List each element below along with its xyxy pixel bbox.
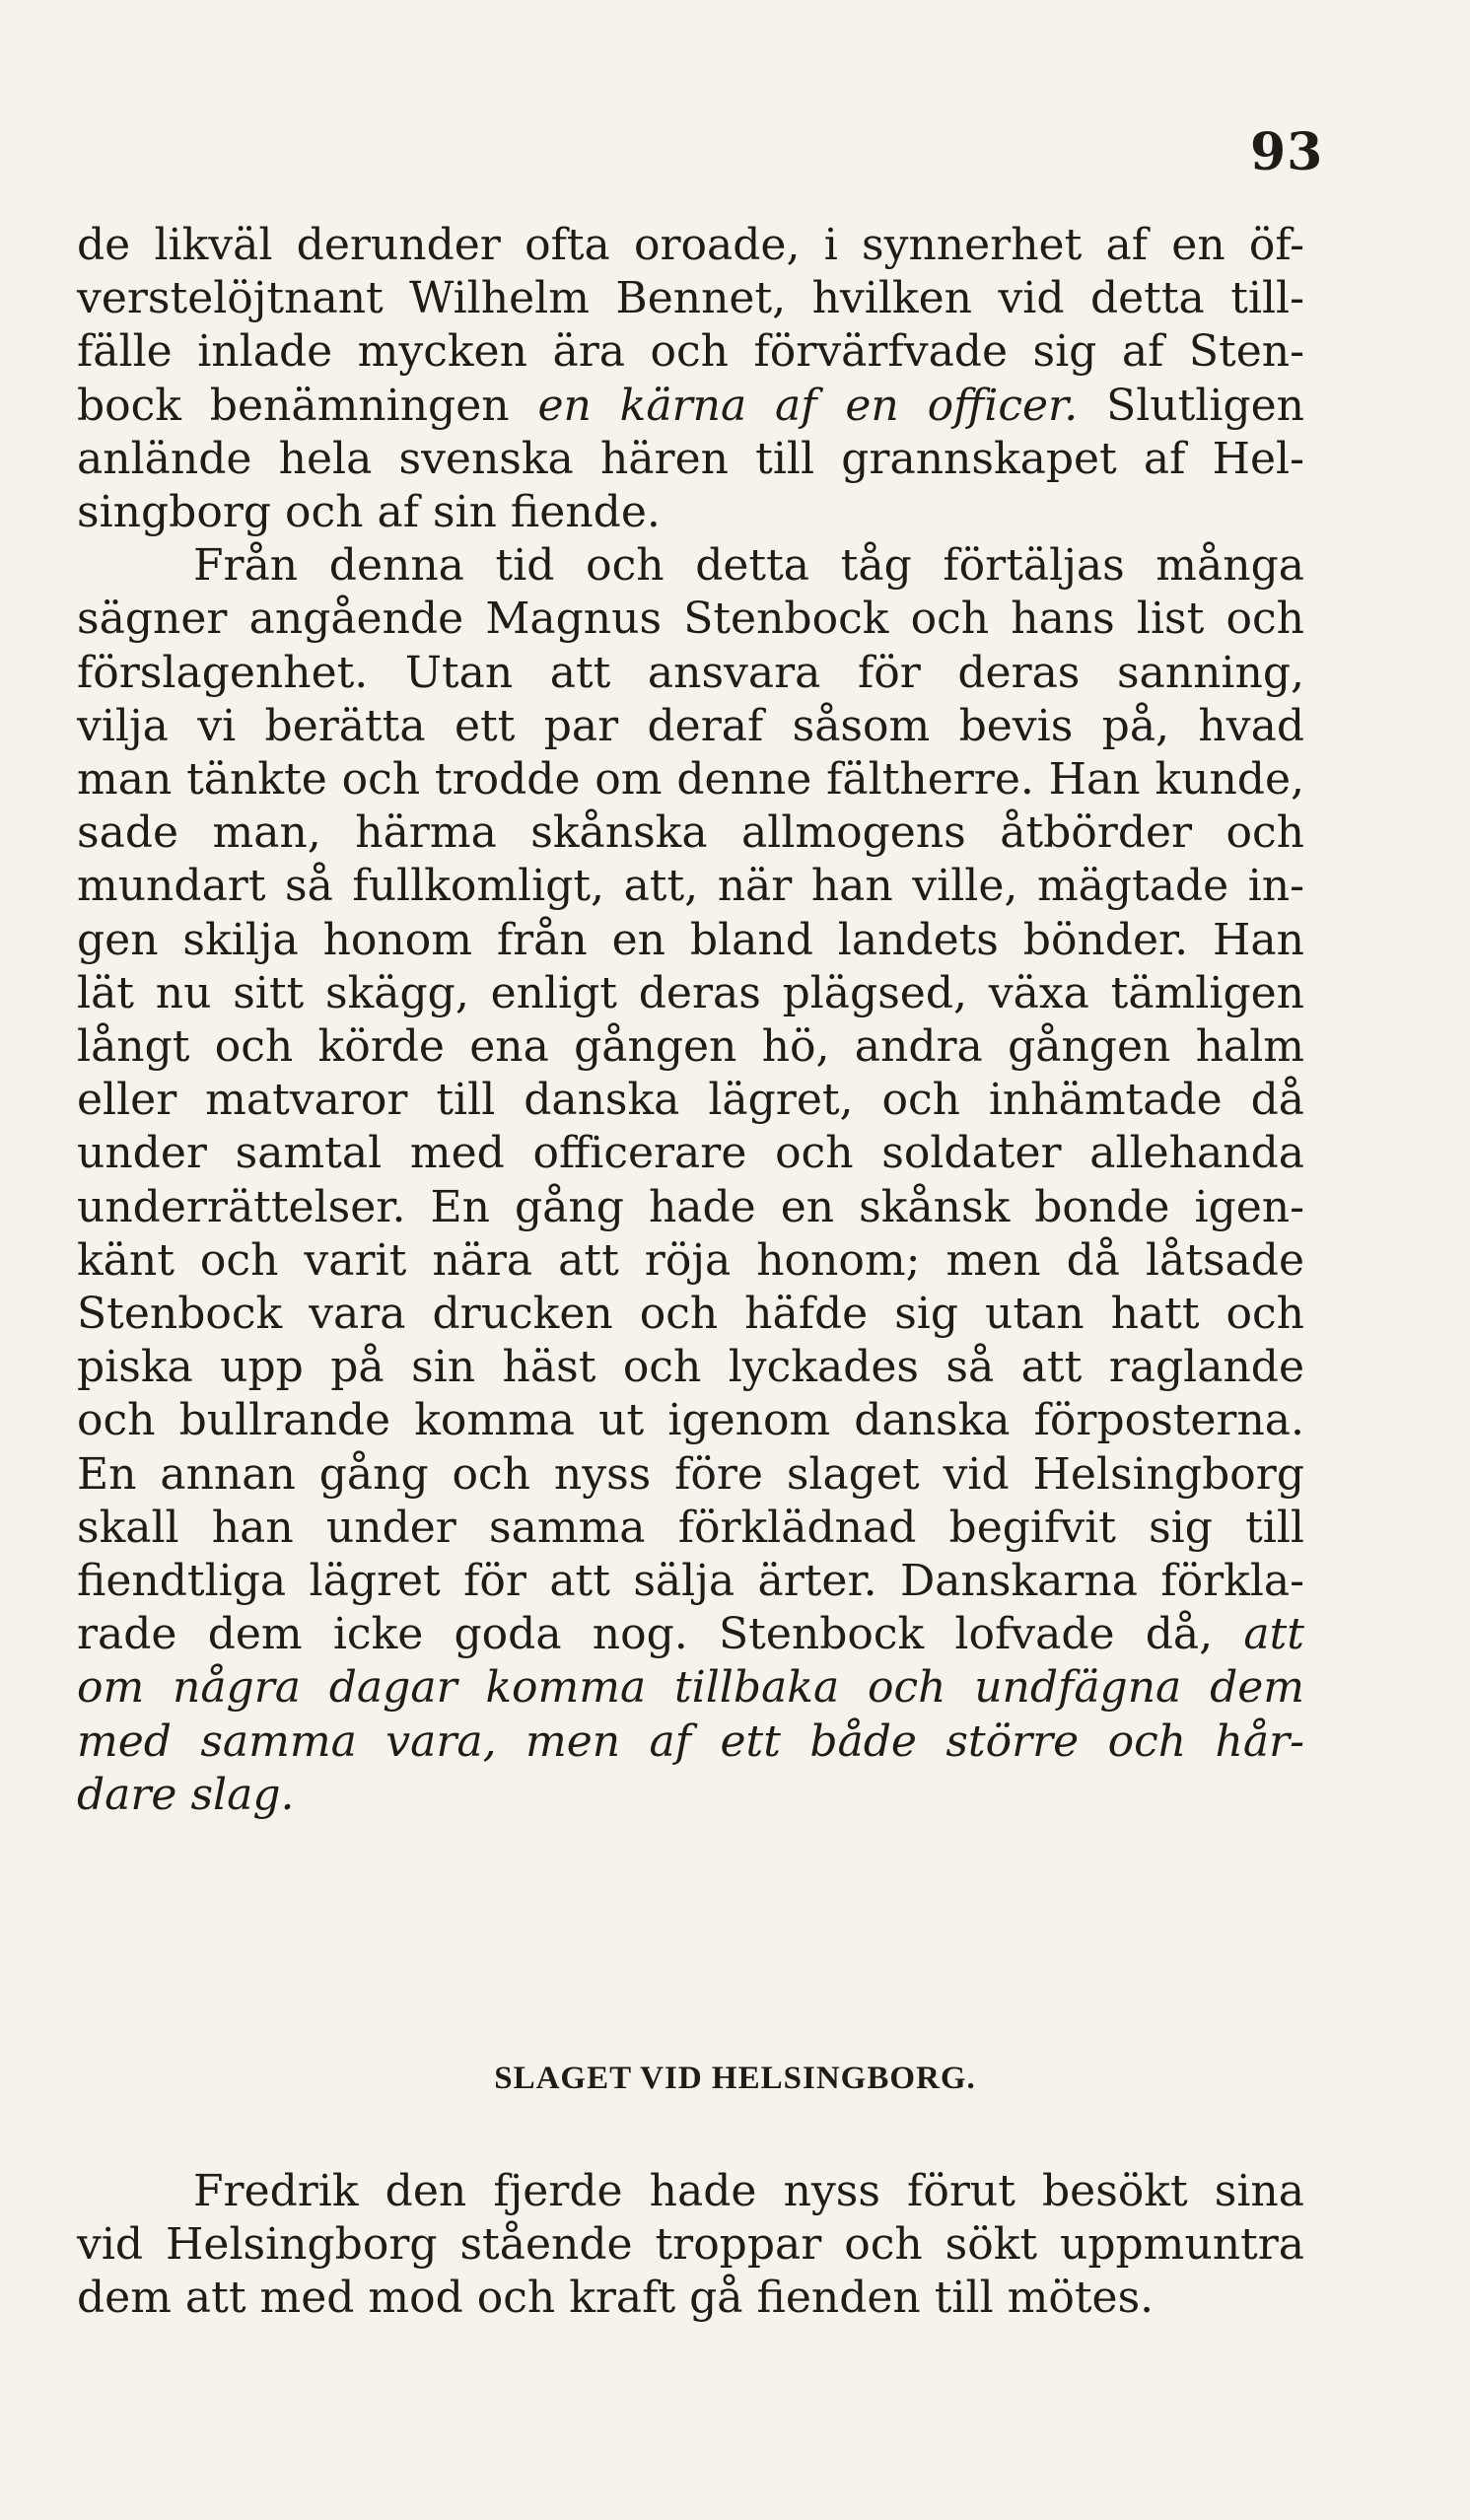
text-segment: bock benämningen — [77, 380, 538, 431]
page-number: 93 — [1250, 122, 1324, 182]
text-segment: fiendtliga lägret för att sälja ärter. Danskarna förkla- — [77, 1556, 1304, 1606]
text-segment: sägner angående Magnus Stenbock och hans list och — [77, 594, 1304, 645]
text-segment: känt och varit nära att röja honom; men då låtsade — [77, 1234, 1304, 1286]
text-line — [77, 2272, 1304, 2325]
text-line — [77, 753, 1304, 806]
text-segment: rade dem icke goda nog. Stenbock lofvade då, — [77, 1609, 1244, 1660]
text-line — [77, 380, 1304, 433]
italic-text-segment: en kärna af en officer. — [537, 380, 1079, 431]
text-line — [193, 2165, 1304, 2218]
text-line — [77, 1341, 1304, 1394]
text-line — [77, 486, 1304, 539]
text-line — [77, 1020, 1304, 1074]
text-segment: singborg och af sin fiende. — [77, 487, 661, 537]
text-segment: fälle inlade mycken ära och förvärfvade sig af Sten- — [77, 326, 1304, 378]
text-line — [77, 967, 1304, 1020]
text-line — [77, 2218, 1304, 2272]
text-segment: vilja vi berätta ett par deraf såsom bevis på, hvad — [77, 700, 1304, 751]
text-segment: man tänkte och trodde om denne fältherre. Han kunde, — [77, 754, 1304, 805]
text-line — [77, 647, 1304, 700]
section-heading: SLAGET VID HELSINGBORG. — [494, 2061, 976, 2096]
text-segment: underrättelser. En gång hade en skånsk bonde igen- — [77, 1181, 1304, 1232]
text-segment: mundart så fullkomligt, att, när han ville, mägtade in- — [77, 861, 1304, 912]
italic-text-segment: med samma vara, men af ett både större och hår- — [77, 1715, 1304, 1767]
text-line — [77, 272, 1304, 325]
italic-text-segment: dare slag. — [77, 1769, 295, 1820]
text-segment: förslagenhet. Utan att ansvara för deras sanning, — [77, 647, 1304, 698]
text-segment: under samtal med officerare och soldater allehanda — [77, 1128, 1304, 1179]
text-line — [77, 914, 1304, 967]
text-line — [77, 1608, 1304, 1661]
text-segment: anlände hela svenska hären till grannskapet af Hel- — [77, 433, 1304, 484]
text-line — [77, 1127, 1304, 1180]
text-line — [77, 1234, 1304, 1288]
text-line — [77, 806, 1304, 860]
text-segment: Från denna tid och detta tåg förtäljas många — [193, 540, 1304, 592]
text-line — [77, 700, 1304, 753]
text-line — [77, 1555, 1304, 1608]
text-line — [77, 325, 1304, 379]
text-segment: Fredrik den fjerde hade nyss förut besökt sina — [193, 2166, 1304, 2216]
text-line — [77, 433, 1304, 486]
text-segment: gen skilja honom från en bland landets bönder. Han — [77, 914, 1304, 965]
text-segment: långt och körde ena gången hö, andra gången halm — [77, 1021, 1304, 1072]
text-segment: En annan gång och nyss före slaget vid Helsingborg — [77, 1448, 1304, 1500]
text-line — [77, 1502, 1304, 1555]
text-line — [77, 219, 1304, 272]
text-segment: sade man, härma skånska allmogens åtbörder och — [77, 807, 1304, 859]
text-segment: piska upp på sin häst och lyckades så att raglande — [77, 1342, 1304, 1393]
text-segment: och bullrande komma ut igenom danska förposterna. — [77, 1395, 1304, 1446]
text-line — [193, 539, 1304, 593]
text-segment: de likväl derunder ofta oroade, i synnerhet af en öf- — [77, 220, 1304, 270]
text-segment: skall han under samma förklädnad begifvit sig till — [77, 1502, 1304, 1553]
text-line — [77, 1074, 1304, 1127]
text-segment: Slutligen — [1078, 380, 1304, 431]
text-line — [77, 1769, 1304, 1822]
text-line — [77, 593, 1304, 646]
text-segment: dem att med mod och kraft gå fienden till mötes. — [77, 2273, 1155, 2324]
text-segment: lät nu sitt skägg, enligt deras plägsed, växa tämligen — [77, 967, 1304, 1018]
text-segment: verstelöjtnant Wilhelm Bennet, hvilken vid detta till- — [77, 273, 1304, 324]
text-line — [77, 1715, 1304, 1769]
italic-text-segment: om några dagar komma tillbaka och undfägna dem — [77, 1662, 1304, 1714]
text-line — [77, 1181, 1304, 1234]
text-segment: eller matvaror till danska lägret, och inhämtade då — [77, 1075, 1304, 1126]
text-segment: Stenbock vara drucken och häfde sig utan hatt och — [77, 1289, 1304, 1339]
italic-text-segment: att — [1243, 1609, 1304, 1660]
text-line — [77, 1448, 1304, 1502]
text-line — [77, 1394, 1304, 1447]
text-line — [77, 1288, 1304, 1341]
text-line — [77, 1661, 1304, 1715]
text-line — [77, 860, 1304, 913]
text-segment: vid Helsingborg stående troppar och sökt uppmuntra — [77, 2219, 1304, 2271]
